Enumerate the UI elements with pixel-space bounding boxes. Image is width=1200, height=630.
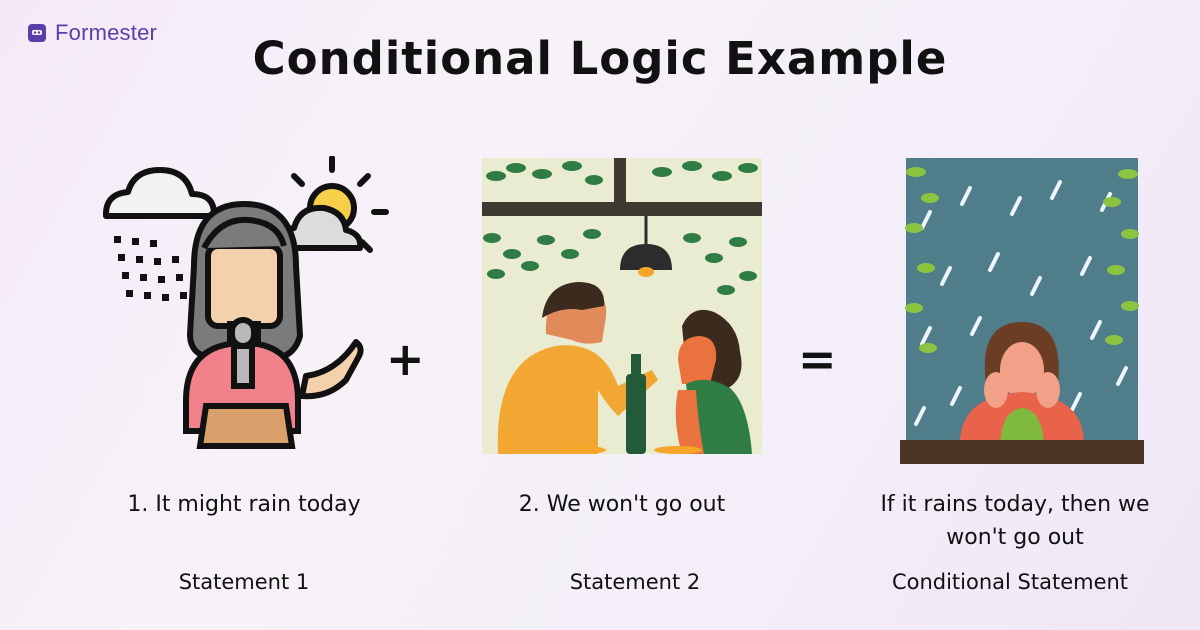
statement-2-caption: 2. We won't go out bbox=[518, 492, 726, 517]
weather-reporter-icon bbox=[96, 156, 396, 451]
plus-operator: + bbox=[386, 332, 425, 386]
couple-dining-illustration bbox=[482, 158, 762, 454]
equals-operator: = bbox=[798, 332, 837, 386]
brand-name: Formester bbox=[55, 20, 158, 45]
statement-1-caption: 1. It might rain today bbox=[127, 492, 361, 517]
statement-1-label: Statement 1 bbox=[178, 570, 310, 594]
conditional-statement-caption: If it rains today, then we won't go out bbox=[880, 492, 1150, 550]
page-title: Conditional Logic Example bbox=[252, 32, 948, 85]
statement-2-label: Statement 2 bbox=[569, 570, 701, 594]
conditional-statement-label: Conditional Statement bbox=[891, 570, 1129, 594]
woman-window-rain-illustration bbox=[900, 158, 1144, 464]
